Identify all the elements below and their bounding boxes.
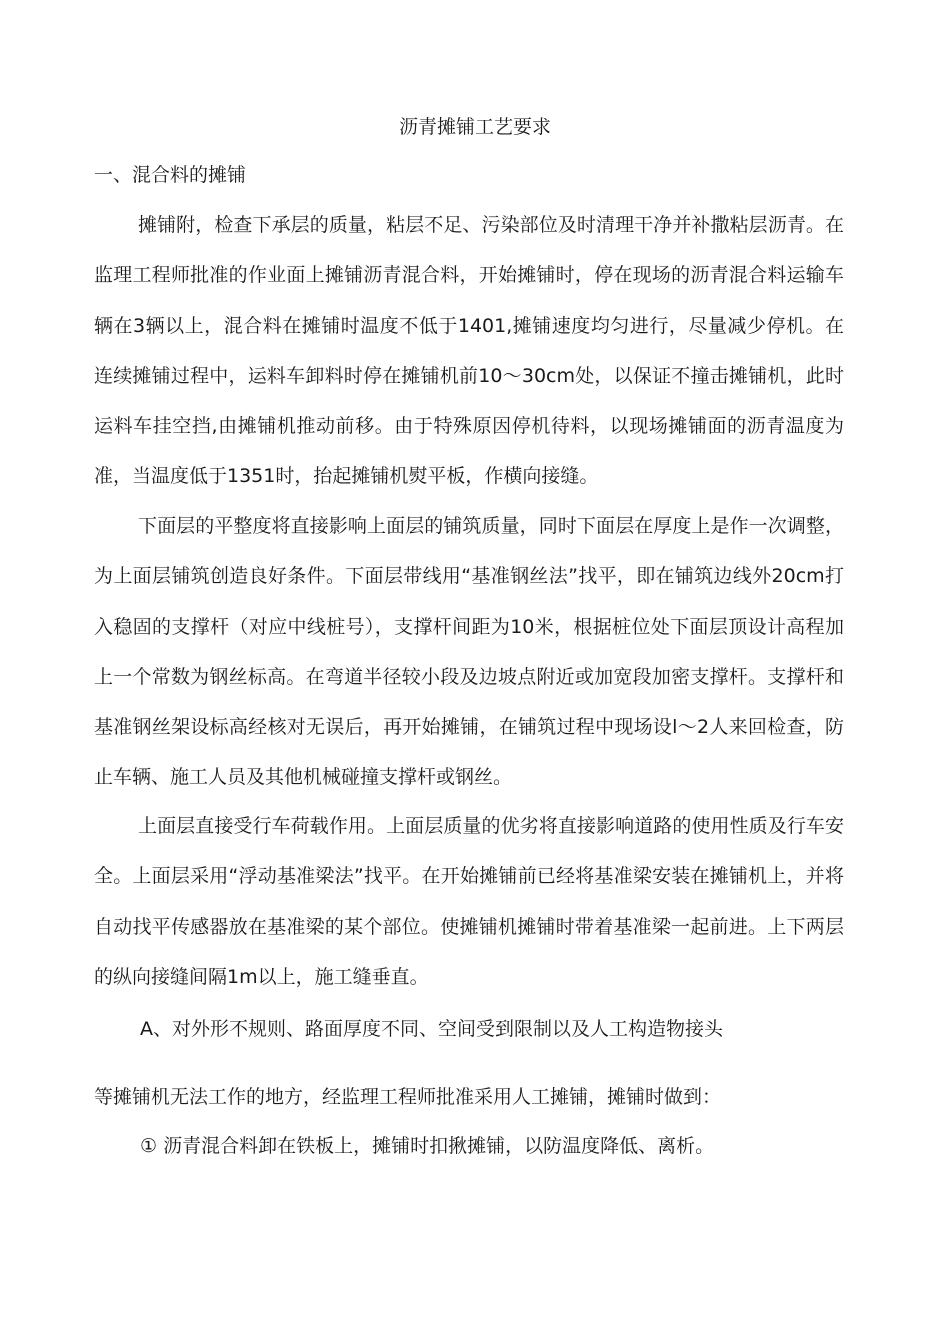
numbered-item-1: ① 沥青混合料卸在铁板上，摊铺时扣揪摊铺，以防温度降低、离析。 [140,1135,715,1157]
section-heading: 一、混合料的摊铺 [94,164,247,186]
item-a-continuation: 等摊铺机无法工作的地方，经监理工程师批准采用人工摊铺，摊铺时做到： [94,1086,722,1108]
document-title: 沥青摊铺工艺要求 [398,116,551,138]
paragraph-upper-layer: 上面层直接受行车荷载作用。上面层质量的优劣将直接影响道路的使用性质及行车安全。上面层采用“浮动基准梁法”找平。在开始摊铺前已经将基准梁安装在摊铺机上，并将自动找平传感器放在基准梁的某个部位。使摊铺机摊铺时带着基准梁一起前进。上下两层的纵向接缝间隔1m以上，施工缝垂直。 [94,815,844,988]
paragraph-lower-layer: 下面层的平整度将直接影响上面层的铺筑质量，同时下面层在厚度上是作一次调整，为上面层铺筑创造良好条件。下面层带线用“基准钢丝法”找平，即在铺筑边线外20cm打入稳固的支撑杆（对应中线桩号），支撑杆间距为10米，根据桩位处下面层顶设计高程加上一个常数为钢丝标高。在弯道半径较小段及边坡点附近或加宽段加密支撑杆。支撑杆和基准钢丝架设标高经核对无误后，再开始摊铺，在铺筑过程中现场设l〜2人来回检查，防止车辆、施工人员及其他机械碰撞支撑杆或钢丝。 [94,515,844,789]
paragraph-paving-preparation: 摊铺附，检查下承层的质量，粘层不足、污染部位及时清理干净并补撒粘层沥青。在监理工程师批准的作业面上摊铺沥青混合料，开始摊铺时，停在现场的沥青混合料运输车辆在3辆以上，混合料在摊铺时温度不低于1401,摊铺速度均匀进行，尽量减少停机。在连续摊铺过程中，运料车卸料时停在摊铺机前10〜30cm处，以保证不撞击摊铺机，此时运料车挂空挡,由摊铺机推动前移。由于特殊原因停机待料，以现场摊铺面的沥青温度为准，当温度低于1351时，抬起摊铺机熨平板，作横向接缝。 [94,214,844,488]
item-a-line: A、对外形不规则、路面厚度不同、空间受到限制以及人工构造物接头 [140,1018,723,1040]
